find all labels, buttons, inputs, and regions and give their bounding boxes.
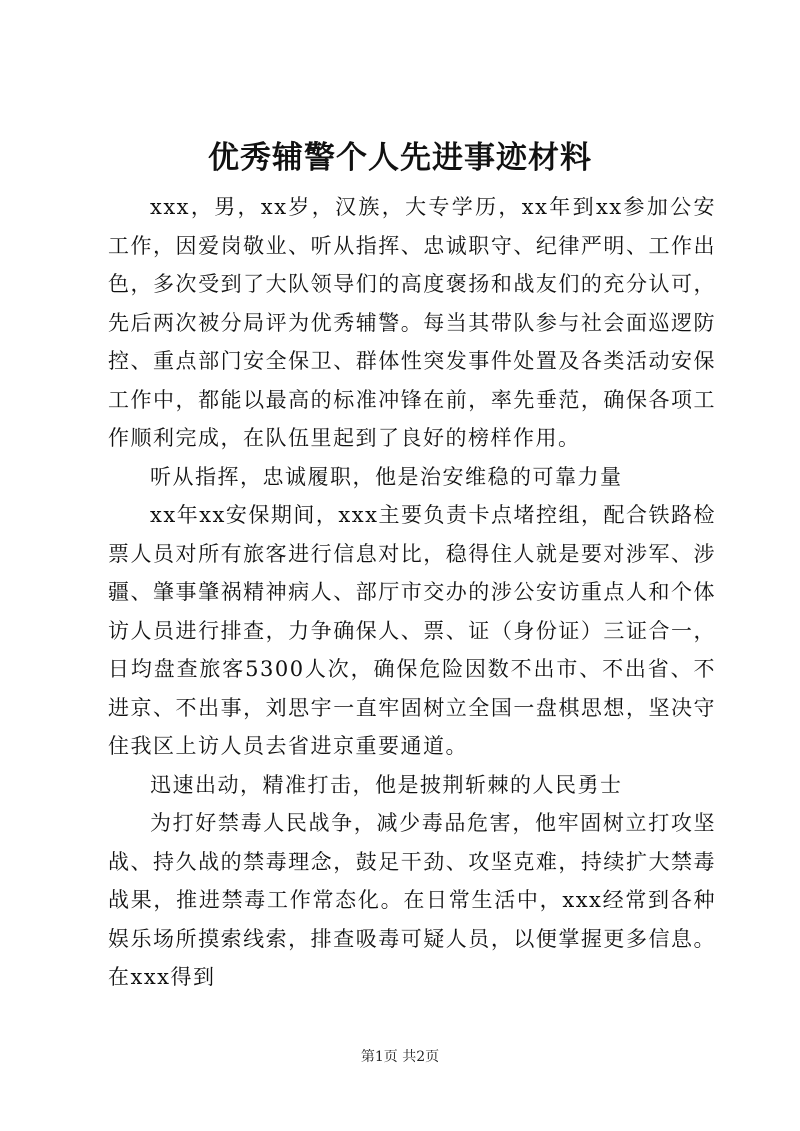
page-number-footer: 第1页 共2页 <box>360 1049 440 1065</box>
document-body <box>108 188 716 997</box>
page-title: 优秀辅警个人先进事迹材料 <box>208 140 592 176</box>
section-heading-duty: 听从指挥，忠诚履职，他是治安维稳的可靠力量 <box>150 464 623 489</box>
paragraph-anti-drug: 为打好禁毒人民战争，减少毒品危害，他牢固树立打攻坚战、持久战的禁毒理念，鼓足干劲、攻坚克难，持续扩大禁毒战果，推进禁毒工作常态化。在日常生活中，xxx经常到各种娱乐场所摸索线索，排查吸毒可疑人员，以便掌握更多信息。在xxx得到 <box>108 811 716 989</box>
paragraph-intro: xxx，男，xx岁，汉族，大专学历，xx年到xx参加公安工作，因爱岗敬业、听从指挥、忠诚职守、纪律严明、工作出色，多次受到了大队领导们的高度褒扬和战友们的充分认可，先后两次被分局评为优秀辅警。每当其带队参与社会面巡逻防控、重点部门安全保卫、群体性突发事件处置及各类活动安保工作中，都能以最高的标准冲锋在前，率先垂范，确保各项工作顺利完成，在队伍里起到了良好的榜样作用。 <box>108 195 716 450</box>
paragraph-security-duty: xx年xx安保期间，xxx主要负责卡点堵控组，配合铁路检票人员对所有旅客进行信息对比，稳得住人就是要对涉军、涉疆、肇事肇祸精神病人、部厅市交办的涉公安访重点人和个体访人员进行排查，力争确保人、票、证（身份证）三证合一，日均盘查旅客5300人次，确保危险因数不出市、不出省、不进京、不出事，刘思宇一直牢固树立全国一盘棋思想，坚决守住我区上访人员去省进京重要通道。 <box>108 503 716 758</box>
section-heading-action: 迅速出动，精准打击，他是披荆斩棘的人民勇士 <box>150 772 623 797</box>
